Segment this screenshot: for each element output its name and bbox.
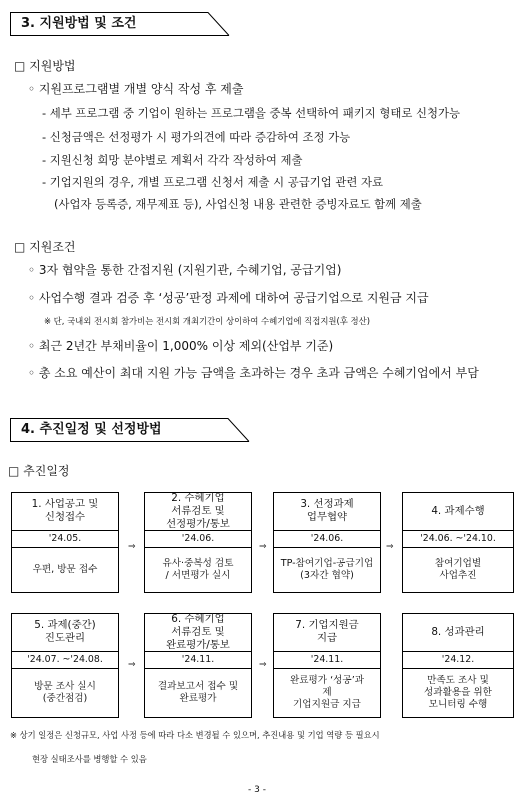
schedule-step-5 bbox=[11, 613, 119, 718]
condition-item-1: ◦ 3자 협약을 통한 간접지원 (지원기관, 수혜기업, 공급기업) bbox=[28, 263, 342, 277]
step-desc: 참여기업별 사업추진 bbox=[434, 558, 482, 581]
arrow-icon: ⇒ bbox=[386, 542, 394, 552]
section-header-tab-shape bbox=[200, 12, 230, 36]
step-desc: 유사·중복성 검토 / 서면평가 실시 bbox=[162, 558, 234, 581]
section-3-title: 3. 지원방법 및 조건 bbox=[10, 12, 201, 36]
step-desc: 결과보고서 접수 및 완료평가 bbox=[157, 681, 239, 704]
section-header-tab-shape bbox=[220, 418, 250, 442]
schedule-step-3 bbox=[273, 492, 381, 593]
arrow-icon: ⇒ bbox=[128, 660, 136, 670]
condition-item-2: ◦ 사업수행 결과 검증 후 ‘성공’판정 과제에 대하여 공급기업으로 지원금 지급 bbox=[28, 291, 429, 305]
support-conditions-heading: □ 지원조건 bbox=[14, 240, 76, 254]
step-date: '24.06. bbox=[274, 530, 380, 548]
schedule-step-1 bbox=[11, 492, 119, 593]
step-date: '24.11. bbox=[274, 651, 380, 669]
method-item-3: - 지원신청 희망 분야별로 계획서 각각 작성하여 제출 bbox=[42, 153, 303, 167]
step-date: '24.06. bbox=[145, 530, 251, 548]
step-title: 3. 선정과제 업무협약 bbox=[300, 498, 354, 523]
step-desc: 완료평가 ‘성공’과 제 기업지원금 지급 bbox=[289, 675, 365, 710]
schedule-note-1: ※ 상기 일정은 신청규모, 사업 사정 등에 따라 다소 변경될 수 있으며, 추진내용 및 기업 역량 등 필요시 bbox=[10, 730, 380, 740]
step-desc: 만족도 조사 및 성과활용을 위한 모니터링 수행 bbox=[424, 675, 492, 710]
support-method-sub: ◦ 지원프로그램별 개별 양식 작성 후 제출 bbox=[28, 82, 244, 96]
schedule-step-2 bbox=[144, 492, 252, 593]
step-title: 7. 기업지원금 지급 bbox=[295, 619, 359, 644]
schedule-step-6 bbox=[144, 613, 252, 718]
step-date: '24.06. ~'24.10. bbox=[403, 530, 513, 548]
arrow-icon: ⇒ bbox=[259, 660, 267, 670]
step-date: '24.12. bbox=[403, 651, 513, 669]
page-number: - 3 - bbox=[248, 785, 266, 795]
step-desc: 우편, 방문 접수 bbox=[32, 564, 98, 575]
method-item-2: - 신청금액은 선정평가 시 평가의견에 따라 증감하여 조정 가능 bbox=[42, 130, 351, 144]
step-title: 1. 사업공고 및 신청접수 bbox=[31, 498, 99, 523]
condition-item-4: ◦ 총 소요 예산이 최대 지원 가능 금액을 초과하는 경우 초과 금액은 수혜기업에서 부담 bbox=[28, 366, 479, 380]
step-date: '24.11. bbox=[145, 651, 251, 669]
support-method-heading: □ 지원방법 bbox=[14, 59, 76, 73]
method-item-4: - 기업지원의 경우, 개별 프로그램 신청서 제출 시 공급기업 관련 자료 bbox=[42, 175, 384, 189]
arrow-icon: ⇒ bbox=[128, 542, 136, 552]
step-title: 4. 과제수행 bbox=[431, 504, 485, 517]
condition-note: ※ 단, 국내외 전시회 참가비는 전시회 개최기간이 상이하여 수혜기업에 직접지원(후 정산) bbox=[44, 316, 370, 326]
arrow-icon: ⇒ bbox=[259, 542, 267, 552]
step-title: 6. 수혜기업 서류검토 및 완료평가/통보 bbox=[166, 612, 230, 651]
method-item-1: - 세부 프로그램 중 기업이 원하는 프로그램을 중복 선택하여 패키지 형태로 신청가능 bbox=[42, 106, 461, 120]
step-title: 8. 성과관리 bbox=[431, 625, 485, 638]
step-title: 2. 수혜기업 서류검토 및 선정평가/통보 bbox=[166, 491, 230, 530]
step-date: '24.05. bbox=[12, 530, 118, 548]
schedule-heading: □ 추진일정 bbox=[8, 464, 70, 478]
schedule-step-4 bbox=[402, 492, 514, 593]
section-4-title: 4. 추진일정 및 선정방법 bbox=[10, 418, 221, 442]
step-title: 5. 과제(중간) 진도관리 bbox=[34, 619, 96, 644]
step-desc: 방문 조사 실시 (중간점검) bbox=[34, 681, 96, 704]
condition-item-3: ◦ 최근 2년간 부채비율이 1,000% 이상 제외(산업부 기준) bbox=[28, 339, 334, 353]
step-desc: TP-참여기업-공급기업 (3자간 협약) bbox=[280, 558, 374, 581]
method-item-4-cont: (사업자 등록증, 재무제표 등), 사업신청 내용 관련한 증빙자료도 함께 제출 bbox=[54, 197, 422, 211]
schedule-note-2: 현장 실태조사를 병행할 수 있음 bbox=[32, 754, 147, 764]
step-date: '24.07. ~'24.08. bbox=[12, 651, 118, 669]
schedule-step-7 bbox=[273, 613, 381, 718]
schedule-step-8 bbox=[402, 613, 514, 718]
